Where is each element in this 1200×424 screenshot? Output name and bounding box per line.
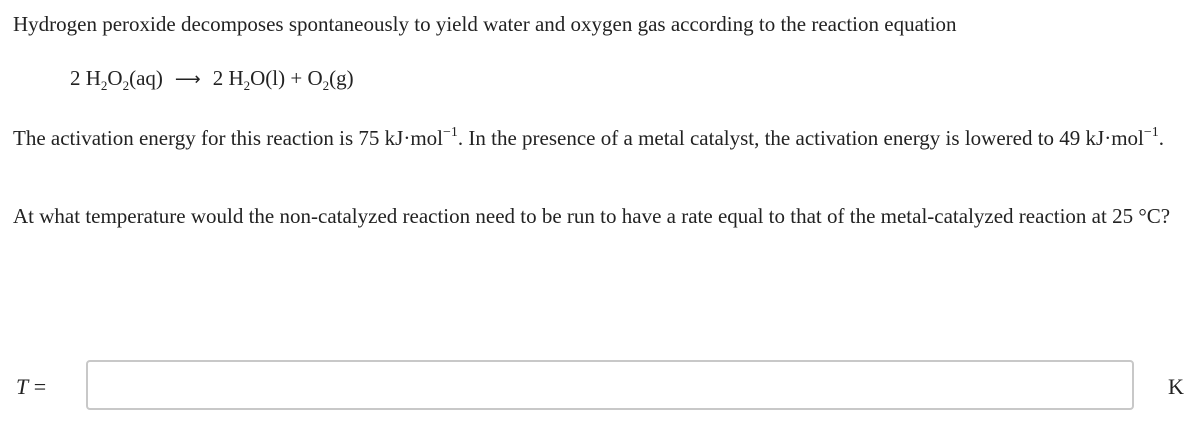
reactant-coefficient: 2 H <box>70 66 101 90</box>
subscript: 2 <box>122 78 130 93</box>
product2-state: (g) <box>329 66 354 90</box>
para2-part3: . <box>1158 126 1165 150</box>
question-text: At what temperature would the non-catalyzed reaction need to be run to have a rate equal to that of the metal-catalyzed reaction at 25 °C? <box>13 204 1171 228</box>
temperature-label <box>16 372 46 402</box>
exponent: −1 <box>443 125 458 140</box>
variable-t: T <box>16 374 29 399</box>
reactant-state: (aq) <box>129 66 163 90</box>
reaction-equation <box>70 60 354 98</box>
answer-row <box>0 360 1200 416</box>
reaction-arrow-icon: ⟶ <box>174 69 201 90</box>
temperature-answer-input[interactable] <box>86 360 1134 410</box>
para2-part2: . In the presence of a metal catalyst, the activation energy is lowered to 49 kJ·mol <box>457 126 1144 150</box>
unit-label: K <box>1168 374 1184 399</box>
subscript: 2 <box>100 78 108 93</box>
subscript: 2 <box>243 78 251 93</box>
oxygen-symbol: O <box>107 66 123 90</box>
equals-sign: = <box>28 374 47 399</box>
para2-part1: The activation energy for this reaction is 75 kJ·mol <box>13 126 443 150</box>
activation-energy-text <box>13 120 1183 156</box>
product1-rest: O(l) + O <box>250 66 323 90</box>
subscript: 2 <box>322 78 330 93</box>
intro-text: Hydrogen peroxide decomposes spontaneously to yield water and oxygen gas according to the reaction equation <box>13 12 957 36</box>
exponent: −1 <box>1143 125 1159 140</box>
product1-coefficient: 2 H <box>212 66 244 90</box>
